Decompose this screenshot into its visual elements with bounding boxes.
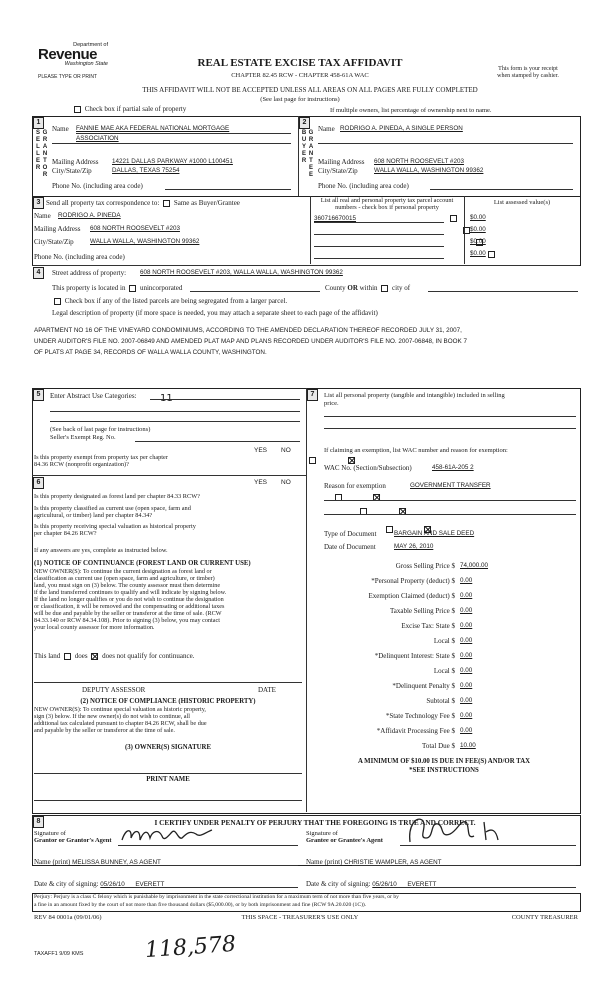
county-row [325, 284, 410, 292]
see-back-note: (See back of last page for instructions) [50, 426, 151, 433]
this-land-label: This land [34, 652, 61, 660]
s6-no-header: NO [281, 479, 291, 486]
calc-value[interactable]: 10.00 [460, 742, 476, 749]
assessed-header: List assessed value(s) [493, 199, 551, 206]
historic-yes-checkbox[interactable] [386, 526, 393, 533]
land-qualify-row [34, 652, 194, 660]
minimum-due-note: A MINIMUM OF $10.00 IS DUE IN FEE(S) AND/OR TAX [357, 758, 531, 765]
grantee-signature-label [306, 830, 383, 844]
notice-line: NEW OWNER(S): To continue special valuation as historic property, [34, 706, 206, 713]
calc-value[interactable]: 0.00 [460, 637, 473, 644]
exempt-yes-checkbox[interactable] [309, 457, 316, 464]
s3-name-label: Name [34, 212, 51, 220]
grantor-city-value[interactable]: EVERETT [135, 881, 165, 888]
personal-property-line: price. [324, 399, 339, 407]
calc-label: *Personal Property (deduct) $ [371, 577, 455, 585]
within-label: within [359, 284, 378, 292]
grantee-date-value[interactable]: 05/26/10 [372, 881, 397, 888]
notice-continuance-text [34, 568, 302, 631]
calc-label: Local $ [433, 667, 455, 675]
section-6-number: 6 [33, 477, 44, 489]
reason-label: Reason for exemption [324, 482, 386, 490]
perjury-text [34, 894, 578, 909]
wac-value[interactable]: 458-61A-205 2 [432, 464, 474, 471]
same-as-buyer-label: Same as Buyer/Grantee [173, 199, 240, 207]
treasurer-use-label: THIS SPACE - TREASURER'S USE ONLY [241, 914, 359, 921]
same-as-buyer-checkbox[interactable] [163, 200, 170, 207]
exempt-question [34, 454, 168, 468]
street-value[interactable]: 608 NORTH ROOSEVELT #203, WALLA WALLA, WASHINGTON 99362 [140, 269, 343, 276]
deputy-date-label: DATE [258, 686, 276, 694]
unincorporated-label: unincorporated [139, 284, 183, 292]
seller-name-value-2[interactable]: ASSOCIATION [76, 135, 119, 142]
segregated-label: Check box if any of the listed parcels are being segregated from a larger parcel. [64, 297, 288, 305]
s3-name-value[interactable]: RODRIGO A. PINEDA [58, 212, 121, 219]
handwritten-number: 118,578 [144, 931, 237, 964]
parcel-header [312, 197, 462, 211]
section-8-number: 8 [33, 816, 44, 828]
seller-city-label: City/State/Zip [52, 167, 92, 175]
logo-state: Washington State [64, 61, 108, 68]
personal-property-checkbox[interactable] [463, 227, 470, 234]
legal-description-line[interactable]: OF PLATS AT PAGE 34, RECORDS OF WALLA WALLA COUNTY, WASHINGTON. [34, 349, 267, 356]
print-name-label: PRINT NAME [146, 776, 190, 783]
buyer-city-value[interactable]: WALLA WALLA, WASHINGTON 99362 [374, 167, 484, 174]
seller-name-value[interactable]: FANNIE MAE AKA FEDERAL NATIONAL MORTGAGE [76, 125, 230, 132]
or-label: OR [347, 284, 358, 292]
certify-statement: I CERTIFY UNDER PENALTY OF PERJURY THAT THE FOREGOING IS TRUE AND CORRECT. [154, 818, 476, 827]
name-print-label: Name (print) [306, 858, 343, 866]
calc-value[interactable]: 0.00 [460, 712, 473, 719]
grantor-name-value[interactable]: MELISSA BUNNEY, AS AGENT [72, 859, 161, 866]
calc-label: Taxable Selling Price $ [389, 607, 455, 615]
grantee-name-value[interactable]: CHRISTIE WAMPLER, AS AGENT [344, 859, 442, 866]
buyer-side-label: B U Y E R [301, 130, 307, 164]
does-qualify-checkbox[interactable] [64, 653, 71, 660]
receipt-note [468, 66, 588, 80]
warning-text: THIS AFFIDAVIT WILL NOT BE ACCEPTED UNLESS ALL AREAS ON ALL PAGES ARE FULLY COMPLETED [142, 86, 478, 94]
calc-label: Local $ [433, 637, 455, 645]
question-line: Is this property receiving special valuation as historical property [34, 523, 196, 530]
buyer-mailing-label: Mailing Address [318, 158, 365, 166]
calc-value[interactable]: 0.00 [460, 592, 473, 599]
notice-line: 84.33.140 or RCW 84.34.108). Prior to signing (3) below, you may contact [34, 617, 220, 624]
see-last-page: (See last page for instructions) [260, 96, 340, 103]
parcel-header-line: numbers - check box if personal property [335, 204, 439, 211]
form-revision: REV 84 0001a (09/01/06) [34, 914, 102, 921]
notice-line: if the land transferred continues to qualify and will indicate by signing below. [34, 589, 227, 596]
calc-row [310, 562, 580, 577]
notice-line: If the land no longer qualifies or you do not wish to continue the designation [34, 596, 224, 603]
s3-mailing-label: Mailing Address [34, 225, 81, 233]
reason-value[interactable]: GOVERNMENT TRANSFER [410, 482, 491, 489]
calc-row [310, 667, 580, 682]
current-use-question [34, 505, 191, 519]
calc-value[interactable]: 0.00 [460, 682, 473, 689]
s6-yes-header: YES [254, 479, 268, 486]
city-checkbox[interactable] [381, 285, 388, 292]
seller-name-label: Name [52, 125, 69, 133]
notice-line: sign (3) below. If the new owner(s) do not wish to continue, all [34, 713, 190, 720]
calc-row [310, 697, 580, 712]
question-line: per chapter 84.26 RCW? [34, 530, 97, 537]
send-correspondence-label: Send all property tax correspondence to: [46, 199, 160, 207]
s5-yes-header: YES [254, 447, 268, 454]
s3-mailing-value[interactable]: 608 NORTH ROOSEVELT #203 [90, 225, 180, 232]
assessed-value[interactable]: $0.00 [470, 226, 486, 233]
street-label: Street address of property: [52, 269, 127, 277]
exempt-reg-label: Seller's Exempt Reg. No. [50, 434, 116, 441]
located-label: This property is located in [52, 284, 126, 292]
grantee-city-value[interactable]: EVERETT [407, 881, 437, 888]
seller-mailing-value[interactable]: 14221 DALLAS PARKWAY #1000 L100451 [112, 158, 233, 165]
s3-city-label: City/State/Zip [34, 238, 74, 246]
see-instructions-note: *SEE INSTRUCTIONS [409, 767, 479, 774]
buyer-name-label: Name [318, 125, 335, 133]
owner-signature-label: (3) OWNER(S) SIGNATURE [125, 744, 211, 751]
assessed-value[interactable]: $0.00 [470, 238, 486, 245]
name-print-label: Name (print) [34, 858, 71, 866]
grantor-date-value[interactable]: 05/26/10 [100, 881, 125, 888]
calc-value[interactable]: 0.00 [460, 652, 473, 659]
calc-label: Excise Tax: State $ [401, 622, 455, 630]
calc-row [310, 712, 580, 727]
personal-property-line: List all personal property (tangible and intangible) included in selling [324, 392, 505, 399]
grantor-side-label: G R A N T O R [42, 130, 48, 178]
historic-question [34, 523, 196, 537]
question-line: agricultural, or timber) land per chapter 84.34? [34, 512, 153, 519]
notice-compliance-text [34, 706, 302, 734]
parcel-header-line: List all real and personal property tax parcel account [320, 197, 454, 204]
grantee-signature[interactable] [400, 812, 510, 848]
notice-line: land, you must sign on (3) below. The county assessor must then determine [34, 582, 221, 589]
buyer-phone-label: Phone No. (including area code) [318, 182, 409, 190]
s3-phone-label: Phone No. (including area code) [34, 253, 125, 261]
multiple-owners-note: If multiple owners, list percentage of ownership next to name. [330, 107, 492, 114]
notice-compliance-title: (2) NOTICE OF COMPLIANCE (HISTORIC PROPERTY) [80, 698, 256, 705]
signature-of-label: Signature of [34, 830, 66, 837]
notice-line: your local county assessor for more information. [34, 624, 155, 631]
section-2-number: 2 [299, 117, 310, 129]
calc-row [310, 607, 580, 622]
calc-row [310, 652, 580, 667]
calc-label: Exemption Claimed (deduct) $ [368, 592, 455, 600]
s5-no-header: NO [281, 447, 291, 454]
date-city-label: Date & city of signing: [306, 880, 371, 888]
notice-line: and payable by the seller or transferor at the time of sale. [34, 727, 175, 734]
calc-label: Subtotal $ [426, 697, 455, 705]
form-chapter: CHAPTER 82.45 RCW - CHAPTER 458-61A WAC [231, 72, 369, 79]
calc-row [310, 577, 580, 592]
calc-label: *Affidavit Processing Fee $ [376, 727, 455, 735]
logo [38, 42, 108, 68]
question-line: Is this property classified as current use (open space, farm and [34, 505, 191, 512]
partial-sale-label: Check box if partial sale of property [84, 105, 187, 113]
send-correspondence [46, 199, 240, 207]
logo-dept: Department of [73, 42, 108, 48]
signature-of-label: Signature of [306, 830, 338, 837]
s3-city-value[interactable]: WALLA WALLA, WASHINGTON 99362 [90, 238, 200, 245]
calc-row [310, 592, 580, 607]
forest-land-question: Is this property designated as forest land per chapter 84.33 RCW? [34, 493, 200, 500]
seller-phone-label: Phone No. (including area code) [52, 182, 143, 190]
grantor-signature-label [34, 830, 112, 844]
notice-continuance-title: (1) NOTICE OF CONTINUANCE (FOREST LAND OR CURRENT USE) [34, 560, 251, 567]
calc-label: Gross Selling Price $ [395, 562, 455, 570]
personal-property-label [324, 392, 576, 407]
abstract-value[interactable]: 11 [160, 393, 173, 404]
segregated-checkbox[interactable] [54, 298, 61, 305]
section-1-number: 1 [33, 117, 44, 129]
parcel-number[interactable]: 360716670015 [314, 215, 357, 222]
calc-row [310, 742, 580, 757]
calc-value[interactable]: 0.00 [460, 727, 473, 734]
county-treasurer-label: COUNTY TREASURER [511, 914, 578, 921]
calc-row [310, 622, 580, 637]
doc-type-label: Type of Document [324, 530, 377, 538]
question-line: Is this property exempt from property tax per chapter [34, 454, 168, 461]
logo-name: Revenue [38, 46, 98, 64]
seller-mailing-label: Mailing Address [52, 158, 99, 166]
does-label: does [74, 652, 88, 660]
calc-row [310, 682, 580, 697]
seller-side-label: S E L L E R [35, 130, 41, 171]
buyer-name-value[interactable]: RODRIGO A. PINEDA, A SINGLE PERSON [340, 125, 463, 132]
county-label: County [325, 284, 346, 292]
calc-row [310, 637, 580, 652]
wac-label: WAC No. (Section/Subsection) [324, 464, 412, 472]
if-yes-note: If any answers are yes, complete as instructed below. [34, 547, 168, 554]
notice-line: additional tax calculated pursuant to chapter 84.26 RCW, shall be due [34, 720, 207, 727]
notice-line: will be due and payable by the seller or transferor at the time of sale. (RCW [34, 610, 222, 617]
segregated-row [52, 297, 287, 305]
legal-description-line[interactable]: UNDER AUDITOR'S FILE NO. 2007-06849 AND AMENDED PLAT MAP AND PLANS RECORDED UNDER AUDITOR'S FILE NO. 2007-06848, IN BOOK 7 [34, 338, 467, 345]
calc-label: *Delinquent Interest: State $ [374, 652, 455, 660]
calc-value[interactable]: 0.00 [460, 607, 473, 614]
receipt-note-line: when stamped by cashier. [497, 73, 559, 79]
assessed-value[interactable]: $0.00 [470, 214, 486, 221]
section-4-number: 4 [33, 267, 44, 279]
assessed-value[interactable]: $0.00 [470, 250, 486, 257]
grantee-agent-label: Grantee or Grantee's Agent [306, 837, 383, 844]
seller-city-value[interactable]: DALLAS, TEXAS 75254 [112, 167, 180, 174]
personal-property-checkbox[interactable] [450, 215, 457, 222]
perjury-line: a fine in an amount fixed by the court of not more than five thousand dollars ($5,000.00), or by both imprisonment and fine (RCW 9A.20.020 (1C)). [34, 901, 367, 908]
doc-date-value[interactable]: MAY 26, 2010 [394, 543, 434, 550]
does-not-qualify-label: does not qualify for continuance. [102, 652, 195, 660]
calc-value[interactable]: 0.00 [460, 622, 473, 629]
calc-label: *Delinquent Penalty $ [392, 682, 455, 690]
date-city-label: Date & city of signing: [34, 880, 99, 888]
legal-label: Legal description of property (if more space is needed, you may attach a separate sheet to each page of the affidavit) [52, 309, 378, 317]
buyer-city-label: City/State/Zip [318, 167, 358, 175]
does-not-qualify-checkbox[interactable] [91, 653, 98, 660]
partial-sale-checkbox[interactable] [74, 106, 81, 113]
personal-property-checkbox[interactable] [488, 251, 495, 258]
exemption-claim-label: If claiming an exemption, list WAC number and reason for exemption: [324, 447, 508, 454]
partial-sale-check[interactable] [72, 105, 186, 113]
calc-value[interactable]: 0.00 [460, 577, 473, 584]
form-code: TAXAFF1 9/09 KMS [34, 951, 84, 957]
calc-value[interactable]: 0.00 [460, 697, 473, 704]
notice-line: or classification, it will be removed and the compensating or additional taxes [34, 603, 225, 610]
calc-value[interactable]: 74,000.00 [460, 562, 489, 569]
receipt-note-line: This form is your receipt [498, 66, 558, 72]
unincorporated-checkbox[interactable] [129, 285, 136, 292]
calc-value[interactable]: 0.00 [460, 667, 473, 674]
notice-line: classification as current use (open space, farm and agriculture, or timber) [34, 575, 215, 582]
grantor-agent-label: Grantor or Grantor's Agent [34, 837, 112, 844]
calc-row [310, 727, 580, 742]
perjury-line: Perjury: Perjury is a class C felony which is punishable by imprisonment in the state correctional institution for a maximum term of not more than five years, or by [34, 894, 399, 900]
city-of-label: city of [392, 284, 411, 292]
notice-line: NEW OWNER(S): To continue the current designation as forest land or [34, 568, 212, 575]
tax-calculation [310, 562, 580, 757]
section-3-number: 3 [33, 197, 44, 209]
abstract-label: Enter Abstract Use Categories: [50, 392, 137, 400]
section-5-number: 5 [33, 389, 44, 401]
doc-type-value[interactable]: BARGAIN AND SALE DEED [394, 530, 475, 537]
calc-label: Total Due $ [422, 742, 455, 750]
buyer-mailing-value[interactable]: 608 NORTH ROOSEVELT #203 [374, 158, 464, 165]
exempt-no-checkbox[interactable] [348, 457, 355, 464]
legal-description-line[interactable]: APARTMENT NO 16 OF THE VINEYARD CONDOMINIUMS, ACCORDING TO THE AMENDED DECLARATION THEREOF RECORDED JULY 31, 2007, [34, 327, 462, 334]
form-title: REAL ESTATE EXCISE TAX AFFIDAVIT [197, 57, 403, 69]
located-row [52, 284, 182, 292]
section-7-number: 7 [307, 389, 318, 401]
please-type: PLEASE TYPE OR PRINT [38, 74, 98, 80]
doc-date-label: Date of Document [324, 543, 376, 551]
deputy-assessor-label: DEPUTY ASSESSOR [82, 686, 146, 694]
calc-label: *State Technology Fee $ [385, 712, 455, 720]
grantee-side-label: G R A N T E E [308, 130, 314, 178]
question-line: 84.36 RCW (nonprofit organization)? [34, 461, 129, 468]
